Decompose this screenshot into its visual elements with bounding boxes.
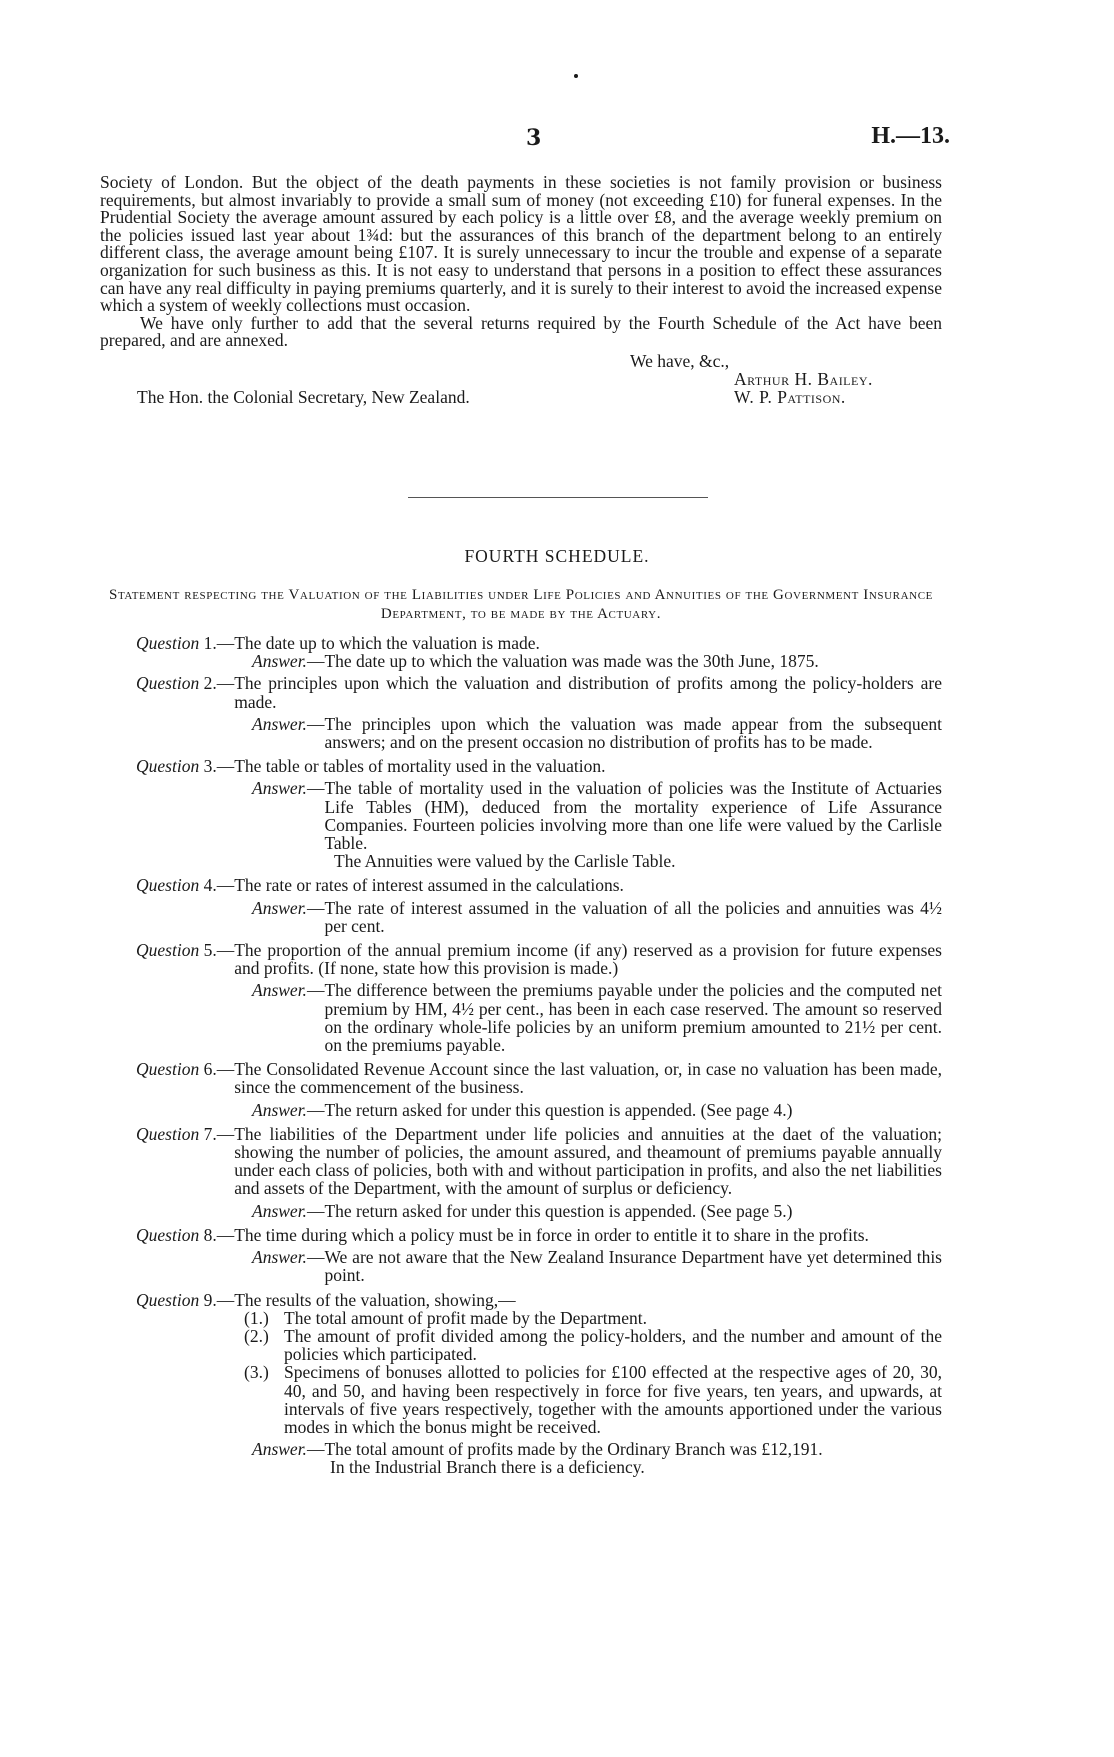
signatory-1: Arthur H. Bailey. [734, 369, 873, 389]
question-label: Question [136, 1059, 200, 1080]
question-number: 3. [203, 756, 217, 777]
intro-paragraph-1: Society of London. But the object of the death payments in these societies is not family provision or business requirements, but almost invariably to provide a small sum of money (not exceeding £10) for funeral expenses. In the Prudential Society the average amount assured by each policy is a little over £8, and the average weekly premium on the policies issued last year about 1¾d: but the assurances of this branch of the department belong to an entirely different class, the average amount being £107. It is surely unnecessary to incur the trouble and expense of a separate organization for such business as this. It is not easy to understand that persons in a position to effect these assurances can have any real difficulty in paying premiums quarterly, and it is surely to their interest to avoid the increased expense which a system of weekly collections must occasion. [100, 172, 942, 316]
question-label: Question [136, 1224, 200, 1245]
answer-text: The difference between the premiums payable under the policies and the computed net premium by HM, 4½ per cent., has been in each case reserved. The amount so reserved on the ordinary whole-life policies by an uniform premium amounted to 21½ per cent. on the premiums payable. [324, 980, 942, 1056]
question-text: The principles upon which the valuation and distribution of profits among the policy-holders are made. [234, 673, 942, 712]
question-label: Question [136, 756, 200, 777]
signatory-2: W. P. Pattison. [734, 387, 846, 407]
subitem-text: Specimens of bonuses allotted to policies for £100 effected at the respective ages of 20, 30, 40, and 50, and having been respectively in force for five years, ten years, and upwards, at intervals of five years respectively, together with the amounts apportioned under the various modes in which the bonus might be received. [284, 1362, 942, 1437]
speck-mark [574, 74, 578, 78]
subitem-number: (3.) [244, 1362, 269, 1383]
question-text: The table or tables of mortality used in the valuation. [234, 756, 606, 777]
questions-section [100, 634, 942, 1477]
answer-label: Answer. [252, 1200, 307, 1221]
question-label: Question [136, 940, 200, 961]
answer-extra: The Annuities were valued by the Carlisle Table. [334, 851, 676, 872]
question-block-5: Question 5.— The proportion of the annual premium income (if any) reserved as a provision for future expenses and profits. (If none, state how this provision is made.) Answer.— The difference between the premiums payable under the policies and the computed net premium by HM, 4½ per cent., has been in each case reserved. The amount so reserved on the ordinary whole-life policies by an uniform premium amounted to 21½ per cent. on the premiums payable. [136, 940, 942, 1056]
closing-line: We have, &c., [630, 351, 730, 371]
answer-label: Answer. [252, 1099, 307, 1120]
answer-text: The principles upon which the valuation was made appear from the subsequent answers; and on the present occasion no distribution of profits has to be made. [324, 713, 942, 753]
subitem-number: (2.) [244, 1325, 269, 1346]
answer-label: Answer. [252, 980, 307, 1001]
intro-paragraph-2: We have only further to add that the several returns required by the Fourth Schedule of the Act have been prepared, and are annexed. [100, 312, 942, 351]
question-number: 8. [203, 1224, 217, 1245]
question-label: Question [136, 633, 200, 653]
answer-text: The date up to which the valuation was made was the 30th June, 1875. [324, 651, 819, 672]
answer-text: We are not aware that the New Zealand Insurance Department have yet determined this point. [324, 1247, 942, 1286]
question-block-9: Question 9.— The results of the valuation, showing,— (1.) The total amount of profit made by the Department. (2.) The amount of profit divided among the policy-holders, and the number and amount of the policies which participated. (3.) Specimens of bonuses allotted to policies for £100 effected at the respective ages of 20, 30, 40, and 50, and having been respectively in force for five years, ten years, and upwards, at intervals of five years respectively, together with the amounts apportioned under the various modes in which the bonus might be received. Answer.— The total amount of profits made by the Ordinary Branch was £12,191. In the Industrial Branch there is a deficiency. [100, 1291, 942, 1477]
question-text: The rate or rates of interest assumed in the calculations. [234, 875, 624, 896]
page-number: 3 [526, 125, 542, 151]
answer-text: The total amount of profits made by the Ordinary Branch was £12,191. [324, 1439, 823, 1460]
question-text: The proportion of the annual premium income (if any) reserved as a provision for future expenses and profits. (If none, state how this provision is made.) [234, 940, 942, 979]
subitem-number: (1.) [244, 1307, 269, 1328]
question-number: 6. [203, 1059, 217, 1080]
question-number: 1. [203, 633, 217, 653]
question-number: 4. [203, 875, 217, 896]
document-code: H.—13. [871, 123, 950, 149]
intro-section [100, 174, 942, 350]
question-number: 7. [203, 1123, 217, 1144]
answer-label: Answer. [252, 897, 307, 918]
question-label: Question [136, 1289, 200, 1310]
subitem [244, 1327, 942, 1363]
answer-label: Answer. [252, 778, 307, 799]
question-block-3: Question 3.— The table or tables of mortality used in the valuation. Answer.— The table of mortality used in the valuation of policies was the Institute of Actuaries Life Tables (HM), deduced from the mortality experience of Life Assurance Companies. Fourteen policies involving more than one life were valued by the Carlisle Table. The Annuities were valued by the Carlisle Table. [100, 757, 942, 870]
question-text: The liabilities of the Department under life policies and annuities at the daet of the valuation; showing the number of policies, the amount assured, and theamount of premiums payable annually under each class of policies, both with and without participation in profits, and also the net liabilities and assets of the Department, with the amount of surplus or deficiency. [234, 1123, 942, 1199]
question-block-4: Question 4.— The rate or rates of interest assumed in the calculations. Answer.— The rate of interest assumed in the valuation of all the policies and annuities was 4½ per cent. [136, 875, 942, 936]
question-label: Question [136, 673, 200, 694]
answer-label: Answer. [252, 713, 307, 734]
answer-text: The rate of interest assumed in the valuation of all the policies and annuities was 4½ per cent. [324, 897, 942, 936]
question-text: The date up to which the valuation is made. [234, 633, 540, 653]
question-text: The results of the valuation, showing,— [234, 1289, 516, 1310]
question-number: 5. [203, 940, 217, 961]
subitem-text: The total amount of profit made by the Department. [284, 1307, 648, 1328]
question-block-7: Question 7.— The liabilities of the Department under life policies and annuities at the daet of the valuation; showing the number of policies, the amount assured, and theamount of premiums payable annually under each class of policies, both with and without participation in profits, and also the net liabilities and assets of the Department, with the amount of surplus or deficiency. Answer.— The return asked for under this question is appended. (See page 5.) [136, 1123, 942, 1221]
question-label: Question [136, 1123, 200, 1144]
answer-text: The table of mortality used in the valuation of policies was the Institute of Actuaries Life Tables (HM), deduced from the mortality experience of Life Assurance Companies. Fourteen policies involving more than one life were valued by the Carlisle Table. [324, 778, 942, 854]
question-text: The time during which a policy must be in force in order to entitle it to share in the profits. [234, 1224, 869, 1245]
subitem [244, 1309, 942, 1327]
question-block-8: Question 8.— The time during which a policy must be in force in order to entitle it to share in the profits. Answer.— We are not aware that the New Zealand Insurance Department have yet determined this point. [136, 1224, 942, 1286]
addressee: The Hon. the Colonial Secretary, New Zealand. [137, 387, 470, 407]
question-block-1: Question 1.— The date up to which the valuation is made. Answer.— The date up to which the valuation was made was the 30th June, 1875. [100, 634, 942, 670]
question-text: The Consolidated Revenue Account since the last valuation, or, in case no valuation has been made, since the commencement of the business. [234, 1059, 942, 1098]
subitem-list [100, 1309, 942, 1436]
question-block-2: Question 2.— The principles upon which the valuation and distribution of profits among the policy-holders are made. Answer.— The principles upon which the valuation was made appear from the subsequent answers; and on the present occasion no distribution of profits has to be made. [136, 673, 942, 753]
answer-text: The return asked for under this question is appended. (See page 4.) [324, 1099, 793, 1120]
schedule-title: FOURTH SCHEDULE. [464, 546, 650, 566]
answer-label: Answer. [252, 1439, 307, 1460]
schedule-statement: Statement respecting the Valuation of the Liabilities under Life Policies and Annuities of the Government Insurance Department, to be made by the Actuary. [109, 587, 933, 622]
question-label: Question [136, 875, 200, 896]
answer-label: Answer. [252, 651, 307, 672]
question-block-6: Question 6.— The Consolidated Revenue Account since the last valuation, or, in case no valuation has been made, since the commencement of the business. Answer.— The return asked for under this question is appended. (See page 4.) [136, 1059, 942, 1120]
subitem [244, 1363, 942, 1436]
question-number: 2. [203, 673, 217, 694]
answer-extra: In the Industrial Branch there is a deficiency. [330, 1457, 645, 1478]
divider-rule [408, 497, 708, 498]
answer-label: Answer. [252, 1247, 307, 1268]
question-number: 9. [203, 1289, 217, 1310]
subitem-text: The amount of profit divided among the policy-holders, and the number and amount of the policies which participated. [284, 1325, 942, 1365]
answer-text: The return asked for under this question is appended. (See page 5.) [324, 1200, 793, 1221]
